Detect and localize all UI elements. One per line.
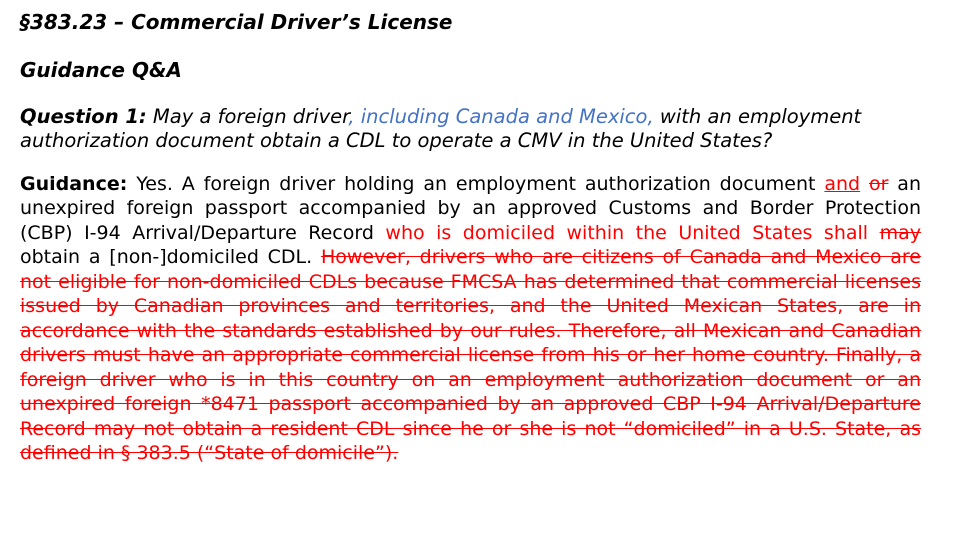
inserted-domiciled-clause: who is domiciled within the United States shall	[385, 221, 869, 244]
inserted-and: and	[824, 172, 861, 195]
deleted-may: may	[879, 221, 921, 244]
guidance-paragraph	[20, 172, 921, 466]
document-title: §383.23 – Commercial Driver’s License	[20, 10, 453, 34]
document-subtitle: Guidance Q&A	[20, 58, 182, 82]
question-label: Question 1:	[20, 105, 147, 128]
question-text-after: with an employment authorization document obtain a CDL to operate a CMV in the United States?	[20, 105, 862, 152]
guidance-space-2	[868, 222, 880, 244]
question-inserted-text: , including Canada and Mexico,	[348, 105, 654, 128]
guidance-label: Guidance:	[20, 172, 128, 195]
question-text-before: May a foreign driver	[146, 105, 349, 128]
question-paragraph	[20, 105, 921, 152]
guidance-space-1	[860, 173, 869, 195]
deleted-paragraph: However, drivers who are citizens of Canada and Mexico are not eligible for non-domiciled CDLs because FMCSA has determined that commercial licenses issued by Canadian provinces and territories, and the United Mexican States, are in accordance with the standards established by our rules. Therefore, all Mexican and Canadian drivers must have an appropriate commercial license from his or her home country. Finally, a foreign driver who is in this country on an employment authorization document or an unexpired foreign *8471 passport accompanied by an approved CBP I-94 Arrival/Departure Record may not obtain a resident CDL since he or she is not “domiciled” in a U.S. State, as defined in § 383.5 (“State of domicile”).	[20, 246, 921, 464]
deleted-or: or	[869, 172, 889, 195]
guidance-text-2: an unexpired foreign passport accompanied by an approved Customs and Border Protection (CBP) I-94 Arrival/Departure Record	[20, 172, 921, 244]
guidance-text-1: Yes. A foreign driver holding an employment authorization document	[127, 172, 825, 195]
guidance-text-3: obtain a [non-]domiciled CDL.	[20, 246, 321, 268]
